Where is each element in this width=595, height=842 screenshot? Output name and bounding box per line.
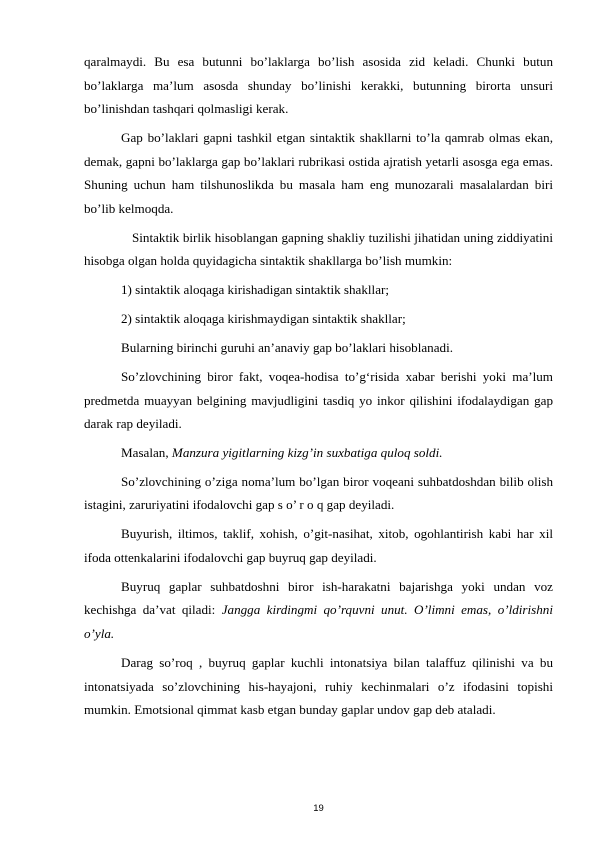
list-item-2: 2) sintaktik aloqaga kirishmaydigan sintaktik shakllar; [121, 311, 406, 327]
example-italic: Manzura yigitlarning kizg’in suxbatiga quloq soldi. [171, 444, 443, 460]
example-prefix: Masalan, [121, 444, 172, 460]
paragraph-darak-gap: So’zlovchining biror fakt, voqea-hodisa to’g‘risida xabar berishi yoki ma’lum predmetda muayyan belgining mavjudligini tasdiq yo inkor qilishini ifodalaydigan gap darak rap deyiladi. [84, 368, 553, 432]
paragraph-sintaktik-birlik: Sintaktik birlik hisoblangan gapning shakliy tuzilishi jihatidan uning ziddiyatini hisobga olgan holda quyidagicha sintaktik shakllarga bo’lish mumkin: [84, 229, 553, 269]
paragraph-continuation: qaralmaydi. Bu esa butunni bo’laklarga bo’lish asosida zid keladi. Chunki butun bo’laklarga ma’lum asosda shunday bo’linishi kerakki, butunning birorta unsuri bo’linishdan tashqari qolmasligi kerak. [84, 54, 553, 117]
buyruq-italic: Jangga kirdingmi qo’rquvni unut. O’limni emas, o’ldirishni o’yla. [84, 602, 553, 642]
paragraph-example [84, 441, 553, 465]
list-item-1: 1) sintaktik aloqaga kirishadigan sintaktik shakllar; [121, 282, 389, 298]
page-number: 19 [313, 803, 324, 814]
paragraph-bularning: Bularning birinchi guruhi an’anaviy gap bo’laklari hisoblanadi. [121, 340, 453, 356]
paragraph-undov-gap: Darag so’roq , buyruq gaplar kuchli intonatsiya bilan talaffuz qilinishi va bu intonatsiyada so’zlovchining his-hayajoni, ruhiy kechinmalari o’z ifodasini topishi mumkin. Emotsional qimmat kasb etgan bunday gaplar undov gap deb ataladi. [84, 654, 553, 718]
buyruq-prefix: Buyruq gaplar suhbatdoshni biror ish-harakatni bajarishga yoki undan voz kechishga da’vat qiladi: [84, 578, 553, 618]
body-text [84, 50, 553, 727]
paragraph-gap-bolaklari: Gap bo’laklari gapni tashkil etgan sintaktik shakllarni to’la qamrab olmas ekan, demak, gapni bo’laklarga gap bo’laklari rubrikasi ostida ajratish yetarli asosga ega emas. Shuning uchun ham tilshunoslikda bu masala ham eng munozarali masalalardan biri bo’lib kelmoqda. [84, 130, 553, 216]
paragraph-buyruq-example [84, 575, 553, 646]
paragraph-buyruq-gap: Buyurish, iltimos, taklif, xohish, o’git-nasihat, xitob, ogohlantirish kabi har xil ifoda ottenkalarini ifodalovchi gap buyruq gap deyiladi. [84, 526, 553, 565]
paragraph-soroq-gap: So’zlovchining o’ziga noma’lum bo’lgan biror voqeani suhbatdoshdan bilib olish istagini, zaruriyatini ifodalovchi gap s o’ r o q gap deyiladi. [84, 473, 553, 513]
